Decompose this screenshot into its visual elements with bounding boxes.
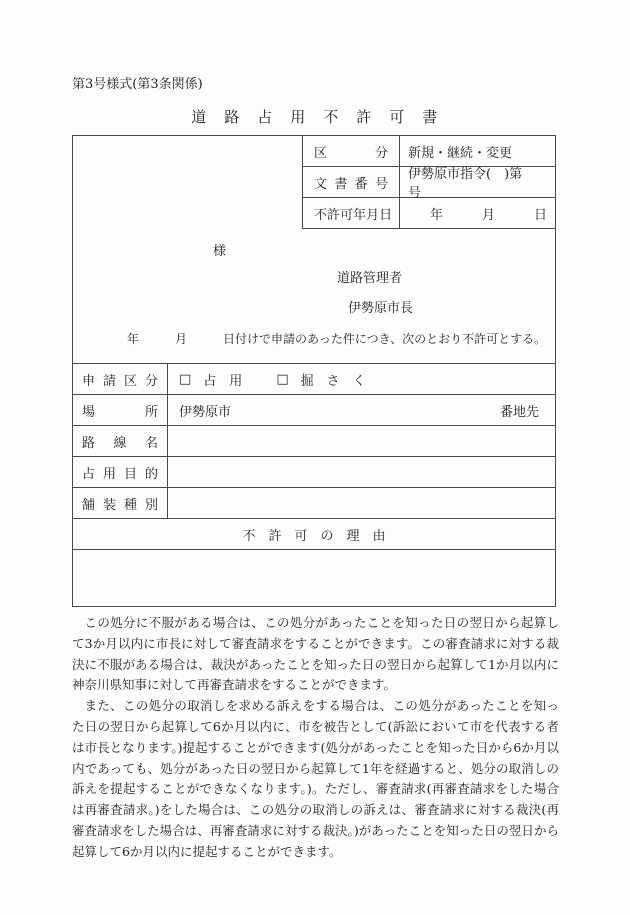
field-label-application-type (73, 364, 168, 394)
field-label-occupation-purpose (73, 457, 168, 487)
issuer-name: 伊勢原市長 (348, 301, 414, 316)
field-label-text: 占 用 目 的 (82, 466, 158, 482)
field-label-text: 路 線 名 (82, 435, 158, 451)
location-city: 伊勢原市 (179, 404, 232, 420)
date-sentence: 年 月 日付けで申請のあった件につき、次のとおり不許可とする。 (127, 332, 547, 346)
field-label-text: 舗 装 種 別 (82, 497, 158, 513)
info-label-category (303, 136, 400, 166)
option-occupation (179, 370, 242, 389)
form-header-area (73, 136, 555, 363)
option-label: 占 用 (203, 373, 243, 389)
field-row-occupation-purpose (73, 456, 555, 487)
note-paragraph-lawsuit: また、この処分の取消しを求める訴えをする場合は、この処分があったことを知った日の翌日から起算して6か月以内に、市を被告として(訴訟において市を代表する者は市長となります。)提起することができます(処分があったことを知った日から6か月以内であっても、処分があった日の翌日から起算して1年を経過すると、処分の取消しの訴えを提起することができなくなります。)。ただし、審査請求(再審査請求をした場合は再審査請求。)をした場合は、この処分の取消しの訴えは、審査請求に対する裁決(再審査請求をした場合は、再審査請求に対する裁決。)があったことを知った日の翌日から起算して6か月以内に提起することができます。 (72, 698, 559, 859)
info-label-text: 区 分 (314, 145, 388, 161)
checkbox-unchecked-icon: □ (179, 371, 192, 387)
info-value-document-number: 伊勢原市指令( )第 号 (408, 167, 549, 201)
field-label-text: 場 所 (82, 404, 158, 420)
option-excavation (276, 370, 365, 389)
field-value-route-name (168, 426, 555, 456)
info-label-text: 文 書 番 号 (314, 176, 388, 192)
field-value-occupation-purpose (168, 457, 555, 487)
info-label-refusal-date (303, 198, 400, 228)
field-label-text: 申 請 区 分 (82, 373, 158, 389)
location-lot-suffix: 番地先 (499, 404, 539, 420)
permit-form-table (72, 135, 556, 607)
field-row-pavement-type (73, 487, 555, 518)
info-table (302, 136, 555, 229)
field-row-application-type (73, 363, 555, 394)
application-type-options (168, 364, 555, 394)
field-value-location (168, 395, 555, 425)
note-paragraph-appeal: この処分に不服がある場合は、この処分があったことを知った日の翌日から起算して3か月以内に市長に対して審査請求をすることができます。この審査請求に対する裁決に不服がある場合は、裁決があったことを知った日の翌日から起算して1か月以内に神奈川県知事に対して再審査請求をすることができます。 (72, 615, 559, 693)
info-value-category: 新規・継続・変更 (408, 145, 513, 161)
info-label-document-number (303, 167, 400, 197)
issuer-role: 道路管理者 (337, 271, 403, 286)
field-value-pavement-type (168, 488, 555, 518)
info-label-text: 不 許 可 年 月 日 (314, 207, 393, 223)
reason-header: 不 許 可 の 理 由 (73, 518, 555, 549)
option-label: 掘 さ く (300, 373, 366, 389)
addressee-honorific: 様 (213, 244, 227, 259)
appeal-notes (72, 613, 559, 863)
field-row-route-name (73, 425, 555, 456)
form-code: 第3号様式(第3条関係) (72, 77, 203, 92)
checkbox-unchecked-icon: □ (276, 371, 289, 387)
info-row-document-number (303, 167, 555, 201)
field-label-location (73, 395, 168, 425)
info-row-refusal-date (303, 198, 555, 229)
page-title: 道 路 占 用 不 許 可 書 (191, 108, 439, 126)
field-label-route-name (73, 426, 168, 456)
field-row-location (73, 394, 555, 425)
reason-body (73, 549, 555, 606)
info-value-refusal-date: 年 月 日 (429, 207, 547, 223)
field-label-pavement-type (73, 488, 168, 518)
